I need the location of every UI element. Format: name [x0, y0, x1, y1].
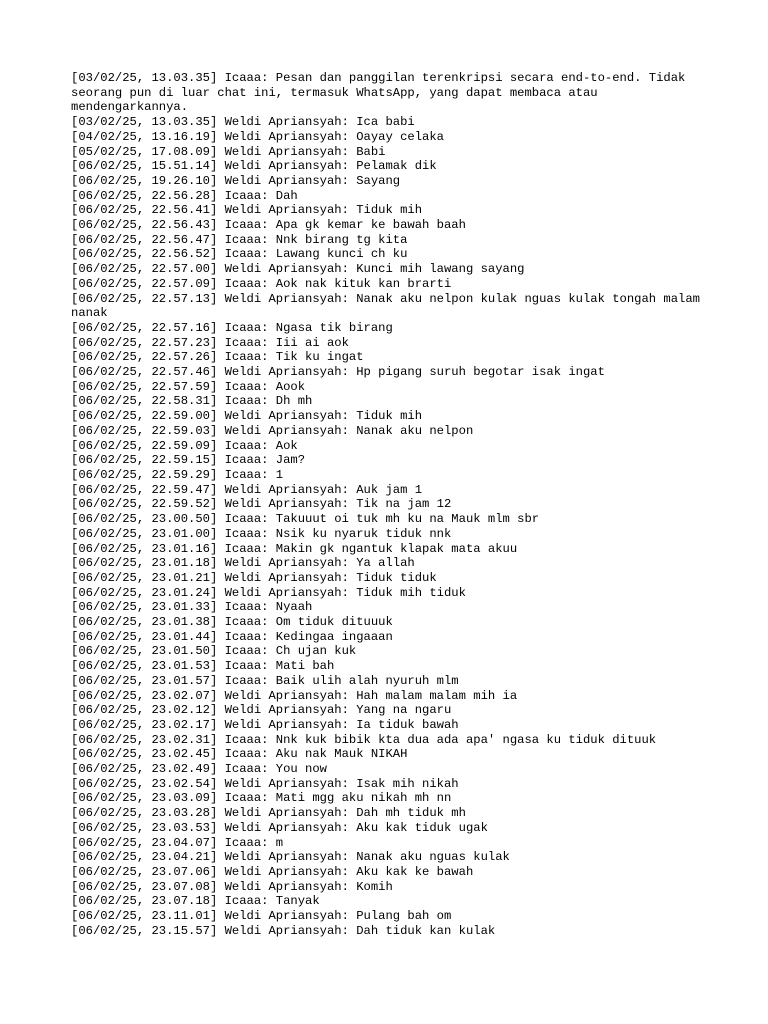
chat-message-line: [06/02/25, 22.57.46] Weldi Apriansyah: Hp pigang suruh begotar isak ingat: [71, 365, 605, 380]
chat-message-line: [06/02/25, 22.56.52] Icaaa: Lawang kunci ch ku: [71, 247, 408, 262]
chat-message-line: [06/02/25, 22.57.09] Icaaa: Aok nak kituk kan brarti: [71, 276, 452, 291]
chat-message-line: [06/02/25, 23.01.16] Icaaa: Makin gk ngantuk klapak mata akuu: [71, 541, 518, 556]
chat-message-line: [06/02/25, 23.02.45] Icaaa: Aku nak Mauk NIKAH: [71, 747, 408, 762]
chat-message-line: [06/02/25, 23.15.57] Weldi Apriansyah: Dah tiduk kan kulak: [71, 923, 496, 938]
chat-message-line: [06/02/25, 23.01.53] Icaaa: Mati bah: [71, 659, 335, 674]
chat-message-line: [06/02/25, 22.57.26] Icaaa: Tik ku ingat: [71, 350, 364, 365]
chat-message-line: [06/02/25, 22.59.47] Weldi Apriansyah: Auk jam 1: [71, 482, 423, 497]
chat-message-line: [06/02/25, 22.59.15] Icaaa: Jam?: [71, 453, 306, 468]
chat-message-line: [06/02/25, 23.02.17] Weldi Apriansyah: Ia tiduk bawah: [71, 717, 459, 732]
chat-message-line: [06/02/25, 23.11.01] Weldi Apriansyah: Pulang bah om: [71, 909, 452, 924]
chat-message-line: [06/02/25, 23.00.50] Icaaa: Takuuut oi tuk mh ku na Mauk mlm sbr: [71, 512, 540, 527]
chat-message-line: [05/02/25, 17.08.09] Weldi Apriansyah: Babi: [71, 144, 386, 159]
chat-message-line: [06/02/25, 22.59.29] Icaaa: 1: [71, 467, 284, 482]
chat-message-line: [06/02/25, 23.01.57] Icaaa: Baik ulih alah nyuruh mlm: [71, 673, 459, 688]
chat-message-line: [06/02/25, 22.57.23] Icaaa: Iii ai aok: [71, 335, 349, 350]
chat-message-line: [06/02/25, 22.59.09] Icaaa: Aok: [71, 438, 298, 453]
chat-message-line: [06/02/25, 22.56.43] Icaaa: Apa gk kemar ke bawah baah: [71, 218, 466, 233]
chat-message-line: [06/02/25, 23.01.00] Icaaa: Nsik ku nyaruk tiduk nnk: [71, 526, 452, 541]
chat-message-line: [06/02/25, 22.59.00] Weldi Apriansyah: Tiduk mih: [71, 409, 423, 424]
chat-message-line: [06/02/25, 23.02.54] Weldi Apriansyah: Isak mih nikah: [71, 776, 459, 791]
chat-message-line: [06/02/25, 23.04.21] Weldi Apriansyah: Nanak aku nguas kulak: [71, 850, 510, 865]
chat-message-line: [06/02/25, 23.01.18] Weldi Apriansyah: Ya allah: [71, 556, 415, 571]
chat-message-line: [04/02/25, 13.16.19] Weldi Apriansyah: Oayay celaka: [71, 129, 444, 144]
chat-message-line: [06/02/25, 23.02.31] Icaaa: Nnk kuk bibik kta dua ada apa' ngasa ku tiduk dituuk: [71, 732, 657, 747]
chat-message-line: [03/02/25, 13.03.35] Weldi Apriansyah: Ica babi: [71, 115, 415, 130]
chat-message-line: [03/02/25, 13.03.35] Icaaa: Pesan dan panggilan terenkripsi secara end-to-end. Tidak seorang pun di luar chat ini, termasuk WhatsApp, yang dapat membaca atau mendengarkannya.: [71, 71, 693, 115]
chat-message-line: [06/02/25, 22.56.28] Icaaa: Dah: [71, 188, 298, 203]
chat-message-line: [06/02/25, 23.01.44] Icaaa: Kedingaa ingaaan: [71, 629, 393, 644]
chat-message-line: [06/02/25, 22.59.52] Weldi Apriansyah: Tik na jam 12: [71, 497, 452, 512]
chat-message-line: [06/02/25, 22.56.41] Weldi Apriansyah: Tiduk mih: [71, 203, 423, 218]
chat-message-line: [06/02/25, 23.01.24] Weldi Apriansyah: Tiduk mih tiduk: [71, 585, 466, 600]
chat-message-line: [06/02/25, 23.01.38] Icaaa: Om tiduk dituuuk: [71, 615, 393, 630]
chat-message-line: [06/02/25, 22.56.47] Icaaa: Nnk birang tg kita: [71, 232, 408, 247]
chat-message-line: [06/02/25, 23.02.12] Weldi Apriansyah: Yang na ngaru: [71, 703, 452, 718]
chat-message-line: [06/02/25, 22.59.03] Weldi Apriansyah: Nanak aku nelpon: [71, 423, 474, 438]
chat-message-line: [06/02/25, 23.03.53] Weldi Apriansyah: Aku kak tiduk ugak: [71, 820, 488, 835]
chat-message-line: [06/02/25, 23.02.07] Weldi Apriansyah: Hah malam malam mih ia: [71, 688, 518, 703]
chat-message-line: [06/02/25, 22.58.31] Icaaa: Dh mh: [71, 394, 313, 409]
chat-message-line: [06/02/25, 22.57.13] Weldi Apriansyah: Nanak aku nelpon kulak nguas kulak tongah malam nanak: [71, 291, 708, 321]
chat-message-line: [06/02/25, 23.02.49] Icaaa: You now: [71, 762, 327, 777]
chat-message-line: [06/02/25, 23.07.18] Icaaa: Tanyak: [71, 894, 320, 909]
chat-message-line: [06/02/25, 23.01.33] Icaaa: Nyaah: [71, 600, 313, 615]
chat-message-line: [06/02/25, 23.03.28] Weldi Apriansyah: Dah mh tiduk mh: [71, 806, 466, 821]
chat-message-line: [06/02/25, 22.57.59] Icaaa: Aook: [71, 379, 306, 394]
chat-log: [71, 71, 711, 938]
chat-message-line: [06/02/25, 19.26.10] Weldi Apriansyah: Sayang: [71, 173, 401, 188]
chat-message-line: [06/02/25, 23.01.21] Weldi Apriansyah: Tiduk tiduk: [71, 570, 437, 585]
chat-message-line: [06/02/25, 23.07.06] Weldi Apriansyah: Aku kak ke bawah: [71, 864, 474, 879]
chat-message-line: [06/02/25, 23.04.07] Icaaa: m: [71, 835, 284, 850]
chat-message-line: [06/02/25, 15.51.14] Weldi Apriansyah: Pelamak dik: [71, 159, 437, 174]
chat-message-line: [06/02/25, 22.57.16] Icaaa: Ngasa tik birang: [71, 320, 393, 335]
chat-message-line: [06/02/25, 23.03.09] Icaaa: Mati mgg aku nikah mh nn: [71, 791, 452, 806]
chat-message-line: [06/02/25, 23.01.50] Icaaa: Ch ujan kuk: [71, 644, 357, 659]
chat-message-line: [06/02/25, 23.07.08] Weldi Apriansyah: Komih: [71, 879, 393, 894]
chat-message-line: [06/02/25, 22.57.00] Weldi Apriansyah: Kunci mih lawang sayang: [71, 262, 525, 277]
